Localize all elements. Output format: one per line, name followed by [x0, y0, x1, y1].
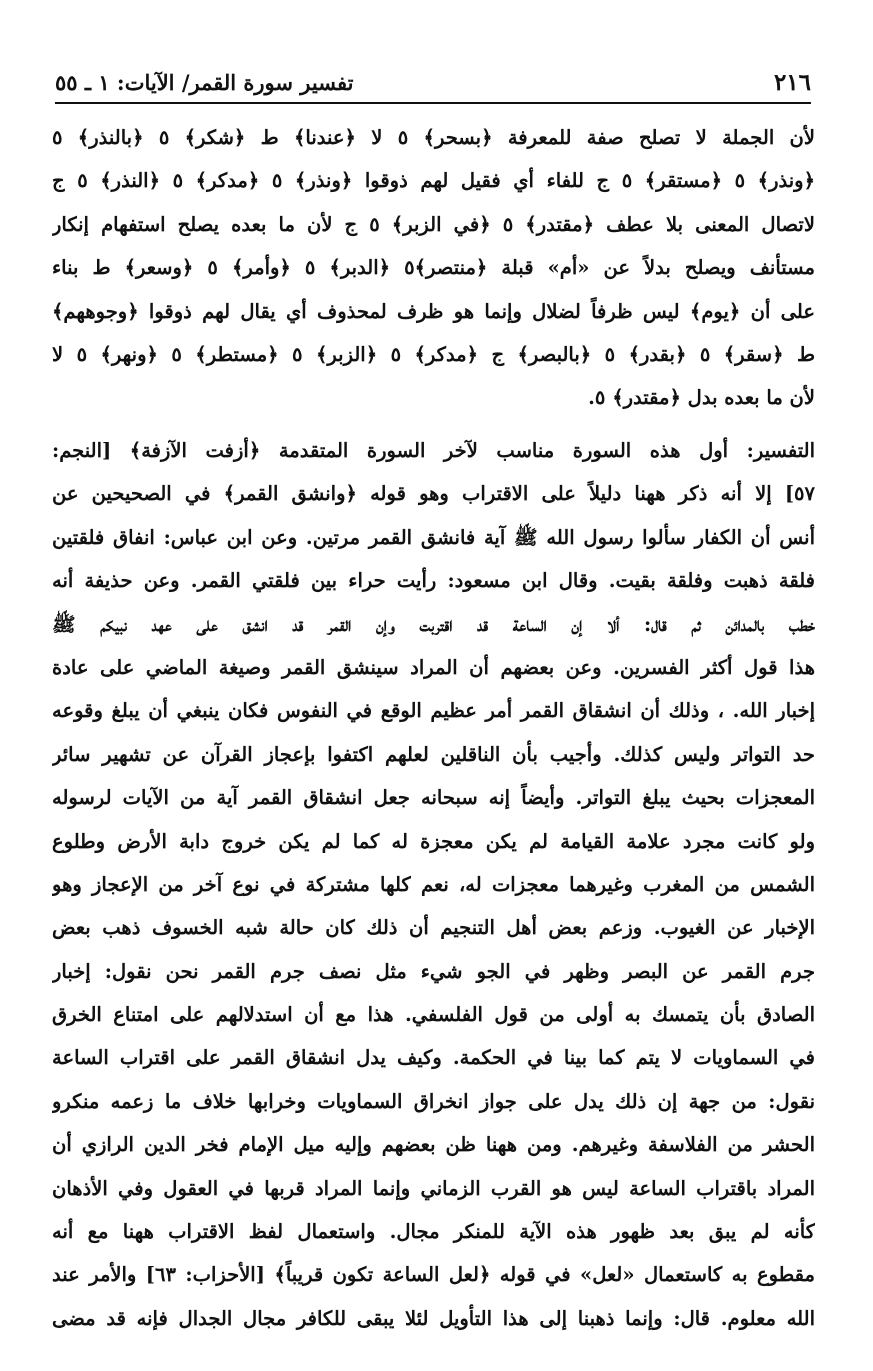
text-line: في السماويات لا يتم كما بينا في الحكمة. وكيف يدل انشقاق القمر على اقتراب الساعة	[52, 1046, 815, 1070]
text-line: التفسير: أول هذه السورة مناسب لآخر السورة المتقدمة ﴿أزفت الآزفة﴾ [النجم:	[52, 439, 815, 462]
text-line: ط ﴿سقر﴾ ٥ ﴿بقدر﴾ ٥ ﴿بالبصر﴾ ج ﴿مدكر﴾ ٥ ﴿الزبر﴾ ٥ ﴿مستطر﴾ ٥ ﴿ونهر﴾ ٥ لا	[52, 342, 815, 366]
text-line: ٥٧] إلا أنه ذكر ههنا دليلاً على الاقتراب وهو قوله ﴿وانشق القمر﴾ في الصحيحين عن	[52, 482, 815, 506]
text-line: الشمس من المغرب وغيرهما معجزات له، نعم كلها مشتركة في نوع آخر من الإعجاز وهو	[52, 872, 815, 896]
text-line: نقول: من جهة إن ذلك يدل على جواز انخراق السماويات وخرابها خلاف ما زعمه منكرو	[52, 1089, 815, 1113]
text-line: خطب بالمدائن ثم قال: ألا إن الساعة قد اقتربت وإن القمر قد انشق على عهد نبيكم ﷺ	[52, 612, 815, 636]
text-line: جرم القمر عن البصر وظهر في الجو شيء مثل نصف جرم القمر نحن نقول: إخبار	[52, 959, 815, 983]
text-line: الصادق بأن يتمسك به أولى من قول الفلسفي. هذا مع أن استدلالهم على امتناع الخرق	[52, 1003, 815, 1027]
text-line: هذا قول أكثر الفسرين. وعن بعضهم أن المراد سينشق القمر وصيغة الماضي على عادة	[52, 655, 815, 679]
running-title: تفسير سورة القمر/ الآيات: ١ ـ ٥٥	[55, 69, 354, 95]
text-line: أنس أن الكفار سألوا رسول الله ﷺ آية فانشق القمر مرتين. وعن ابن عباس: انفاق فلقتين	[52, 525, 815, 549]
text-line: لاتصال المعنى بلا عطف ﴿مقتدر﴾ ٥ ﴿في الزبر﴾ ٥ ج لأن ما بعده يصلح استفهام إنكار	[52, 212, 815, 236]
text-line: الله معلوم. قال: وإنما ذهبنا إلى هذا التأويل لئلا يبقى للكافر مجال الجدال فإنه قد مضى	[52, 1306, 815, 1330]
text-line: لأن ما بعده بدل ﴿مقتدر﴾ ٥.	[588, 386, 815, 410]
text-line: مستأنف ويصلح بدلاً عن «أم» قبلة ﴿منتصر﴾٥ ﴿الدبر﴾ ٥ ﴿وأمر﴾ ٥ ﴿وسعر﴾ ط بناء	[52, 256, 815, 280]
text-line: المعجزات بحيث يبلغ التواتر. وأيضاً إنه سبحانه جعل انشقاق القمر آية من الآيات لرسوله	[52, 786, 815, 810]
text-line: حد التواتر وليس كذلك. وأجيب بأن الناقلين لعلهم اكتفوا بإعجاز القرآن عن تشهير سائر	[52, 742, 815, 766]
page-header	[55, 62, 811, 104]
text-line: الحشر من الفلاسفة وغيرهم. ومن ههنا ظن بعضهم وإليه ميل الإمام فخر الدين الرازي أن	[52, 1133, 815, 1157]
text-line: الإخبار عن الغيوب. وزعم بعض أهل التنجيم أن ذلك كان حالة شبه الخسوف ذهب بعض	[52, 916, 815, 940]
page-number: ٢١٦	[773, 68, 811, 96]
text-line: ﴿ونذر﴾ ٥ ﴿مستقر﴾ ٥ ج للفاء أي فقيل لهم ذوقوا ﴿ونذر﴾ ٥ ﴿مدكر﴾ ٥ ﴿النذر﴾ ٥ ج	[52, 169, 815, 193]
text-line: لأن الجملة لا تصلح صفة للمعرفة ﴿بسحر﴾ ٥ لا ﴿عندنا﴾ ط ﴿شكر﴾ ٥ ﴿بالنذر﴾ ٥	[52, 126, 815, 149]
text-line: على أن ﴿يوم﴾ ليس ظرفاً لضلال وإنما هو ظرف لمحذوف أي يقال لهم ذوقوا ﴿وجوههم﴾	[52, 299, 815, 323]
text-line: المراد باقتراب الساعة ليس هو القرب الزماني وإنما المراد قربها في العقول وفي الأذهان	[52, 1176, 815, 1200]
text-line: فلقة ذهبت وفلقة بقيت. وقال ابن مسعود: رأيت حراء بين فلقتي القمر. وعن حذيفة أنه	[52, 569, 815, 593]
text-line: ولو كانت مجرد علامة القيامة لم يكن معجزة له كما لم يكن خروج دابة الأرض وطلوع	[52, 829, 815, 853]
waqf-notes	[52, 116, 815, 420]
text-line: إخبار الله. ، وذلك أن انشقاق القمر أمر عظيم الوقع في النفوس فكان ينبغي أن يبلغ وقوعه	[52, 699, 815, 723]
text-line: مقطوع به كاستعمال «لعل» في قوله ﴿لعل الساعة تكون قريباً﴾ [الأحزاب: ٦٣] والأمر عند	[52, 1263, 815, 1287]
tafsir-commentary	[52, 429, 815, 1340]
text-line: كأنه لم يبق بعد ظهور هذه الآية للمنكر مجال. واستعمال لفظ الاقتراب ههنا مع أنه	[52, 1220, 815, 1244]
